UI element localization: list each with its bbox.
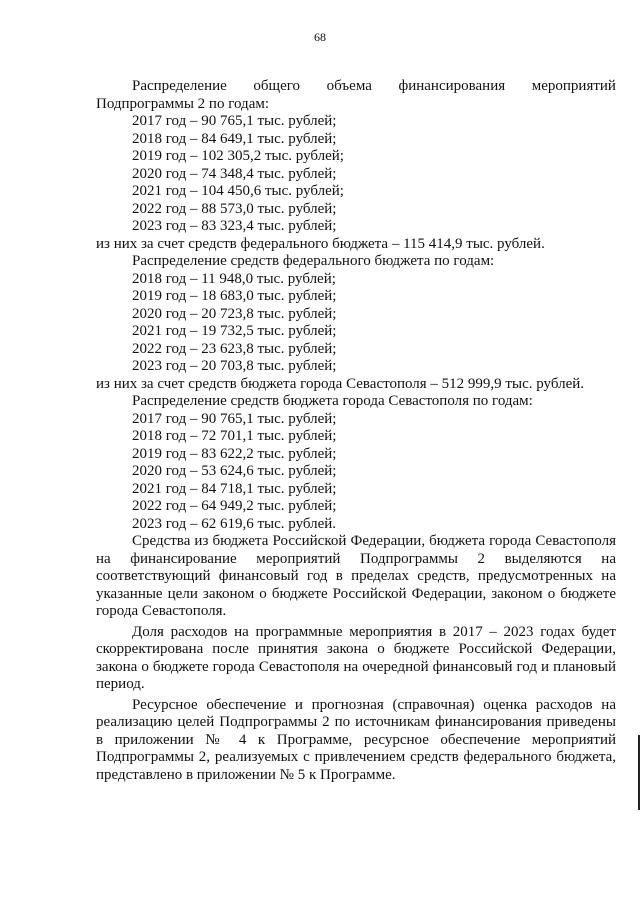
year-line: 2018 год – 11 948,0 тыс. рублей; [132, 270, 336, 287]
intro-line [96, 78, 616, 96]
total-by-year-list [96, 113, 616, 236]
document-body [96, 78, 616, 784]
year-line: 2022 год – 88 573,0 тыс. рублей; [132, 200, 337, 217]
year-line: 2018 год – 72 701,1 тыс. рублей; [132, 428, 337, 444]
city-total: из них за счет средств бюджета города Севастополя – 512 999,9 тыс. рублей. [96, 375, 585, 392]
year-line: 2018 год – 84 649,1 тыс. рублей; [132, 130, 337, 147]
city-heading: Распределение средств бюджета города Севастополя по годам: [132, 393, 533, 409]
year-line: 2017 год – 90 765,1 тыс. рублей; [132, 113, 337, 129]
intro-word: Распределение [132, 78, 227, 94]
year-line: 2020 год – 74 348,4 тыс. рублей; [132, 165, 337, 182]
year-line: 2017 год – 90 765,1 тыс. рублей; [132, 410, 337, 427]
year-line: 2019 год – 102 305,2 тыс. рублей; [132, 148, 344, 164]
year-line: 2022 год – 64 949,2 тыс. рублей; [132, 498, 337, 514]
year-line: 2021 год – 19 732,5 тыс. рублей; [132, 323, 337, 339]
city-year-list [96, 411, 616, 534]
federal-total: из них за счет средств федерального бюджета – 115 414,9 тыс. рублей. [96, 235, 545, 252]
year-line: 2021 год – 84 718,1 тыс. рублей; [132, 480, 337, 497]
year-line: 2019 год – 18 683,0 тыс. рублей; [132, 288, 337, 304]
paragraph-expense-share: Доля расходов на программные мероприятия в 2017 – 2023 годах будет скорректирована после принятия закона о бюджете Российской Федерации, закона о бюджете города Севастополя на очередной финансовый год и плановый период. [96, 623, 616, 692]
page-number: 68 [314, 30, 326, 44]
year-line: 2020 год – 20 723,8 тыс. рублей; [132, 305, 337, 322]
intro-word: финансирования [398, 78, 506, 94]
year-line: 2022 год – 23 623,8 тыс. рублей; [132, 340, 337, 357]
year-line: 2023 год – 83 323,4 тыс. рублей; [132, 218, 337, 234]
federal-heading: Распределение средств федерального бюджета по годам: [132, 253, 495, 269]
paragraph-resource-provision: Ресурсное обеспечение и прогнозная (справочная) оценка расходов на реализацию целей Подпрограммы 2 по источникам финансирования приведены в приложении № 4 к Программе, ресурсное обеспечение мероприятий Подпрограммы 2, реализуемых с привлечением средств федерального бюджета, представлено в приложении № 5 к Программе. [96, 696, 616, 783]
year-line: 2023 год – 20 703,8 тыс. рублей; [132, 358, 337, 374]
intro-word: общего [253, 78, 301, 94]
intro-word: объема [326, 78, 372, 94]
year-line: 2020 год – 53 624,6 тыс. рублей; [132, 463, 337, 479]
federal-year-list [96, 271, 616, 376]
intro-line-2: Подпрограммы 2 по годам: [96, 95, 270, 112]
paragraph-funding-sources: Средства из бюджета Российской Федерации, бюджета города Севастополя на финансирование мероприятий Подпрограммы 2 выделяются на соответствующий финансовый год в пределах средств, предусмотренных на указанные цели законом о бюджете Российской Федерации, законом о бюджете города Севастополя. [96, 533, 616, 619]
year-line: 2021 год – 104 450,6 тыс. рублей; [132, 183, 344, 199]
intro-word: мероприятий [531, 78, 616, 94]
year-line: 2023 год – 62 619,6 тыс. рублей. [132, 515, 337, 532]
year-line: 2019 год – 83 622,2 тыс. рублей; [132, 445, 337, 462]
